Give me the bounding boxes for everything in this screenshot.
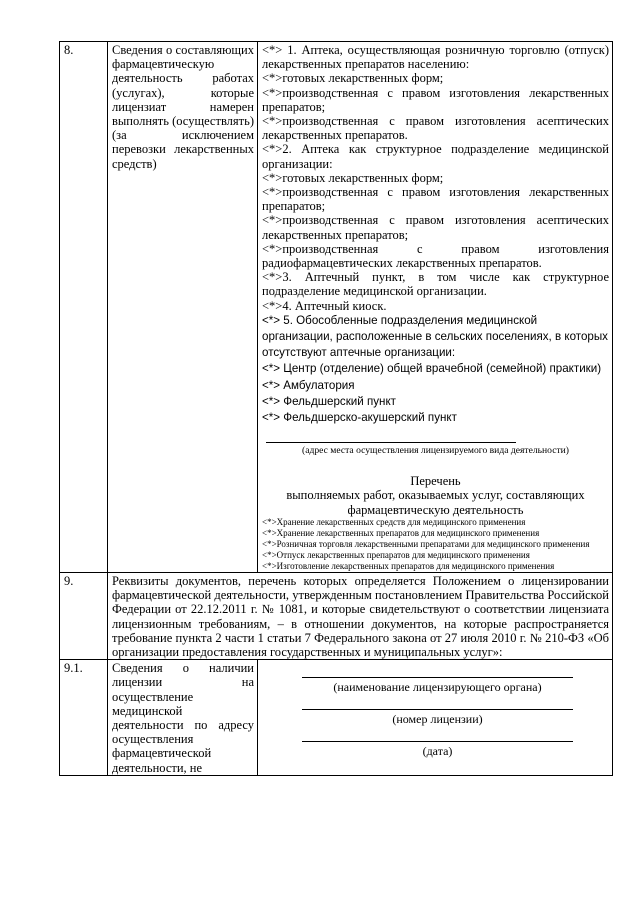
row-content xyxy=(258,42,613,573)
rural-unit-item: <*> 5. Обособленные подразделения медицинской организации, расположенные в сельских поселениях, в которых отсутствуют аптечные организации: xyxy=(262,313,608,360)
license-fields xyxy=(262,661,609,759)
license-field-line xyxy=(302,677,573,678)
row-label-text: Сведения о составляющих фармацевтическую деятельность работах (услугах), которые лицензиат намерен выполнять (осуществлять) (за исключением перевозки лекарственных средств) xyxy=(112,43,254,171)
service-item: <*>Отпуск лекарственных препаратов для медицинского применения xyxy=(262,549,530,560)
row-9 xyxy=(60,572,613,659)
service-item: <*>Хранение лекарственных препаратов для медицинского применения xyxy=(262,527,540,538)
row-9-1 xyxy=(60,660,613,776)
perechen-title: Перечень xyxy=(410,474,461,489)
row-number: 9.1. xyxy=(60,660,108,776)
service-item: <*>Розничная торговля лекарственными препаратами для медицинского применения xyxy=(262,538,590,549)
activity-item: <*>готовых лекарственных форм; xyxy=(262,170,444,185)
row-8 xyxy=(60,42,613,573)
service-item: <*>Хранение лекарственных средств для медицинского применения xyxy=(262,516,526,527)
activity-list xyxy=(262,43,609,313)
rural-unit-item: <*> Центр (отделение) общей врачебной (семейной) практики) xyxy=(262,362,602,376)
row-number: 9. xyxy=(60,572,108,659)
rural-unit-item: <*> Фельдшерский пункт xyxy=(262,394,396,408)
license-field-caption: (наименование лицензирующего органа) xyxy=(333,680,542,695)
license-field-line xyxy=(302,709,573,710)
activity-item: <*>производственная с правом изготовления радиофармацевтических лекарственных препаратов. xyxy=(262,241,609,271)
activity-item: <*>производственная с правом изготовления лекарственных препаратов; xyxy=(262,185,609,214)
activity-item: <*>2. Аптека как структурное подразделение медицинской организации: xyxy=(262,142,609,171)
activity-item: <*>производственная с правом изготовления лекарственных препаратов; xyxy=(262,85,609,114)
row-label xyxy=(108,660,258,776)
license-field-caption: (дата) xyxy=(422,744,453,759)
activity-item: <*>4. Аптечный киоск. xyxy=(262,298,387,313)
rural-unit-item: <*> Амбулатория xyxy=(262,378,355,392)
rural-unit-item: <*> Фельдшерско-акушерский пункт xyxy=(262,411,457,425)
service-item: <*>Изготовление лекарственных препаратов для медицинского применения xyxy=(262,560,555,571)
activity-item: <*>производственная с правом изготовления асептических лекарственных препаратов. xyxy=(262,114,609,143)
address-line xyxy=(266,442,516,443)
license-details xyxy=(258,660,613,776)
row-label-text: Сведения о наличии лицензии на осуществление медицинской деятельности по адресу осуществления фармацевтической деятельности, не xyxy=(112,661,254,775)
activity-item: <*>производственная с правом изготовления асептических лекарственных препаратов; xyxy=(262,213,609,242)
activity-item: <*>3. Аптечный пункт, в том числе как структурное подразделение медицинской организации. xyxy=(262,270,609,299)
activity-item: <*> 1. Аптека, осуществляющая розничную торговлю (отпуск) лекарственных препаратов населению: xyxy=(262,43,609,72)
address-caption: (адрес места осуществления лицензируемого вида деятельности) xyxy=(302,445,569,457)
services-list xyxy=(262,517,609,572)
application-form-table xyxy=(59,41,613,776)
perechen-subtitle: выполняемых работ, оказываемых услуг, составляющих фармацевтическую деятельность xyxy=(286,488,585,517)
rural-units-list xyxy=(262,313,609,426)
license-field-caption: (номер лицензии) xyxy=(392,712,483,727)
row-9-text: Реквизиты документов, перечень которых определяется Положением о лицензировании фармацевтической деятельности, утвержденным постановлением Правительства Российской Федерации от 22.12.2011 г. № 1081, и которые свидетельствуют о соответствии лицензиата лицензионным требованиям, – в отношении документов, на которые распространяется требование пункта 2 части 1 статьи 7 Федерального закона от 27 июля 2010 г. № 210-ФЗ «Об организации предоставления государственных и муниципальных услуг»: xyxy=(108,572,613,659)
row-label xyxy=(108,42,258,573)
row-number: 8. xyxy=(60,42,108,573)
activity-item: <*>готовых лекарственных форм; xyxy=(262,71,444,86)
license-field-line xyxy=(302,741,573,742)
